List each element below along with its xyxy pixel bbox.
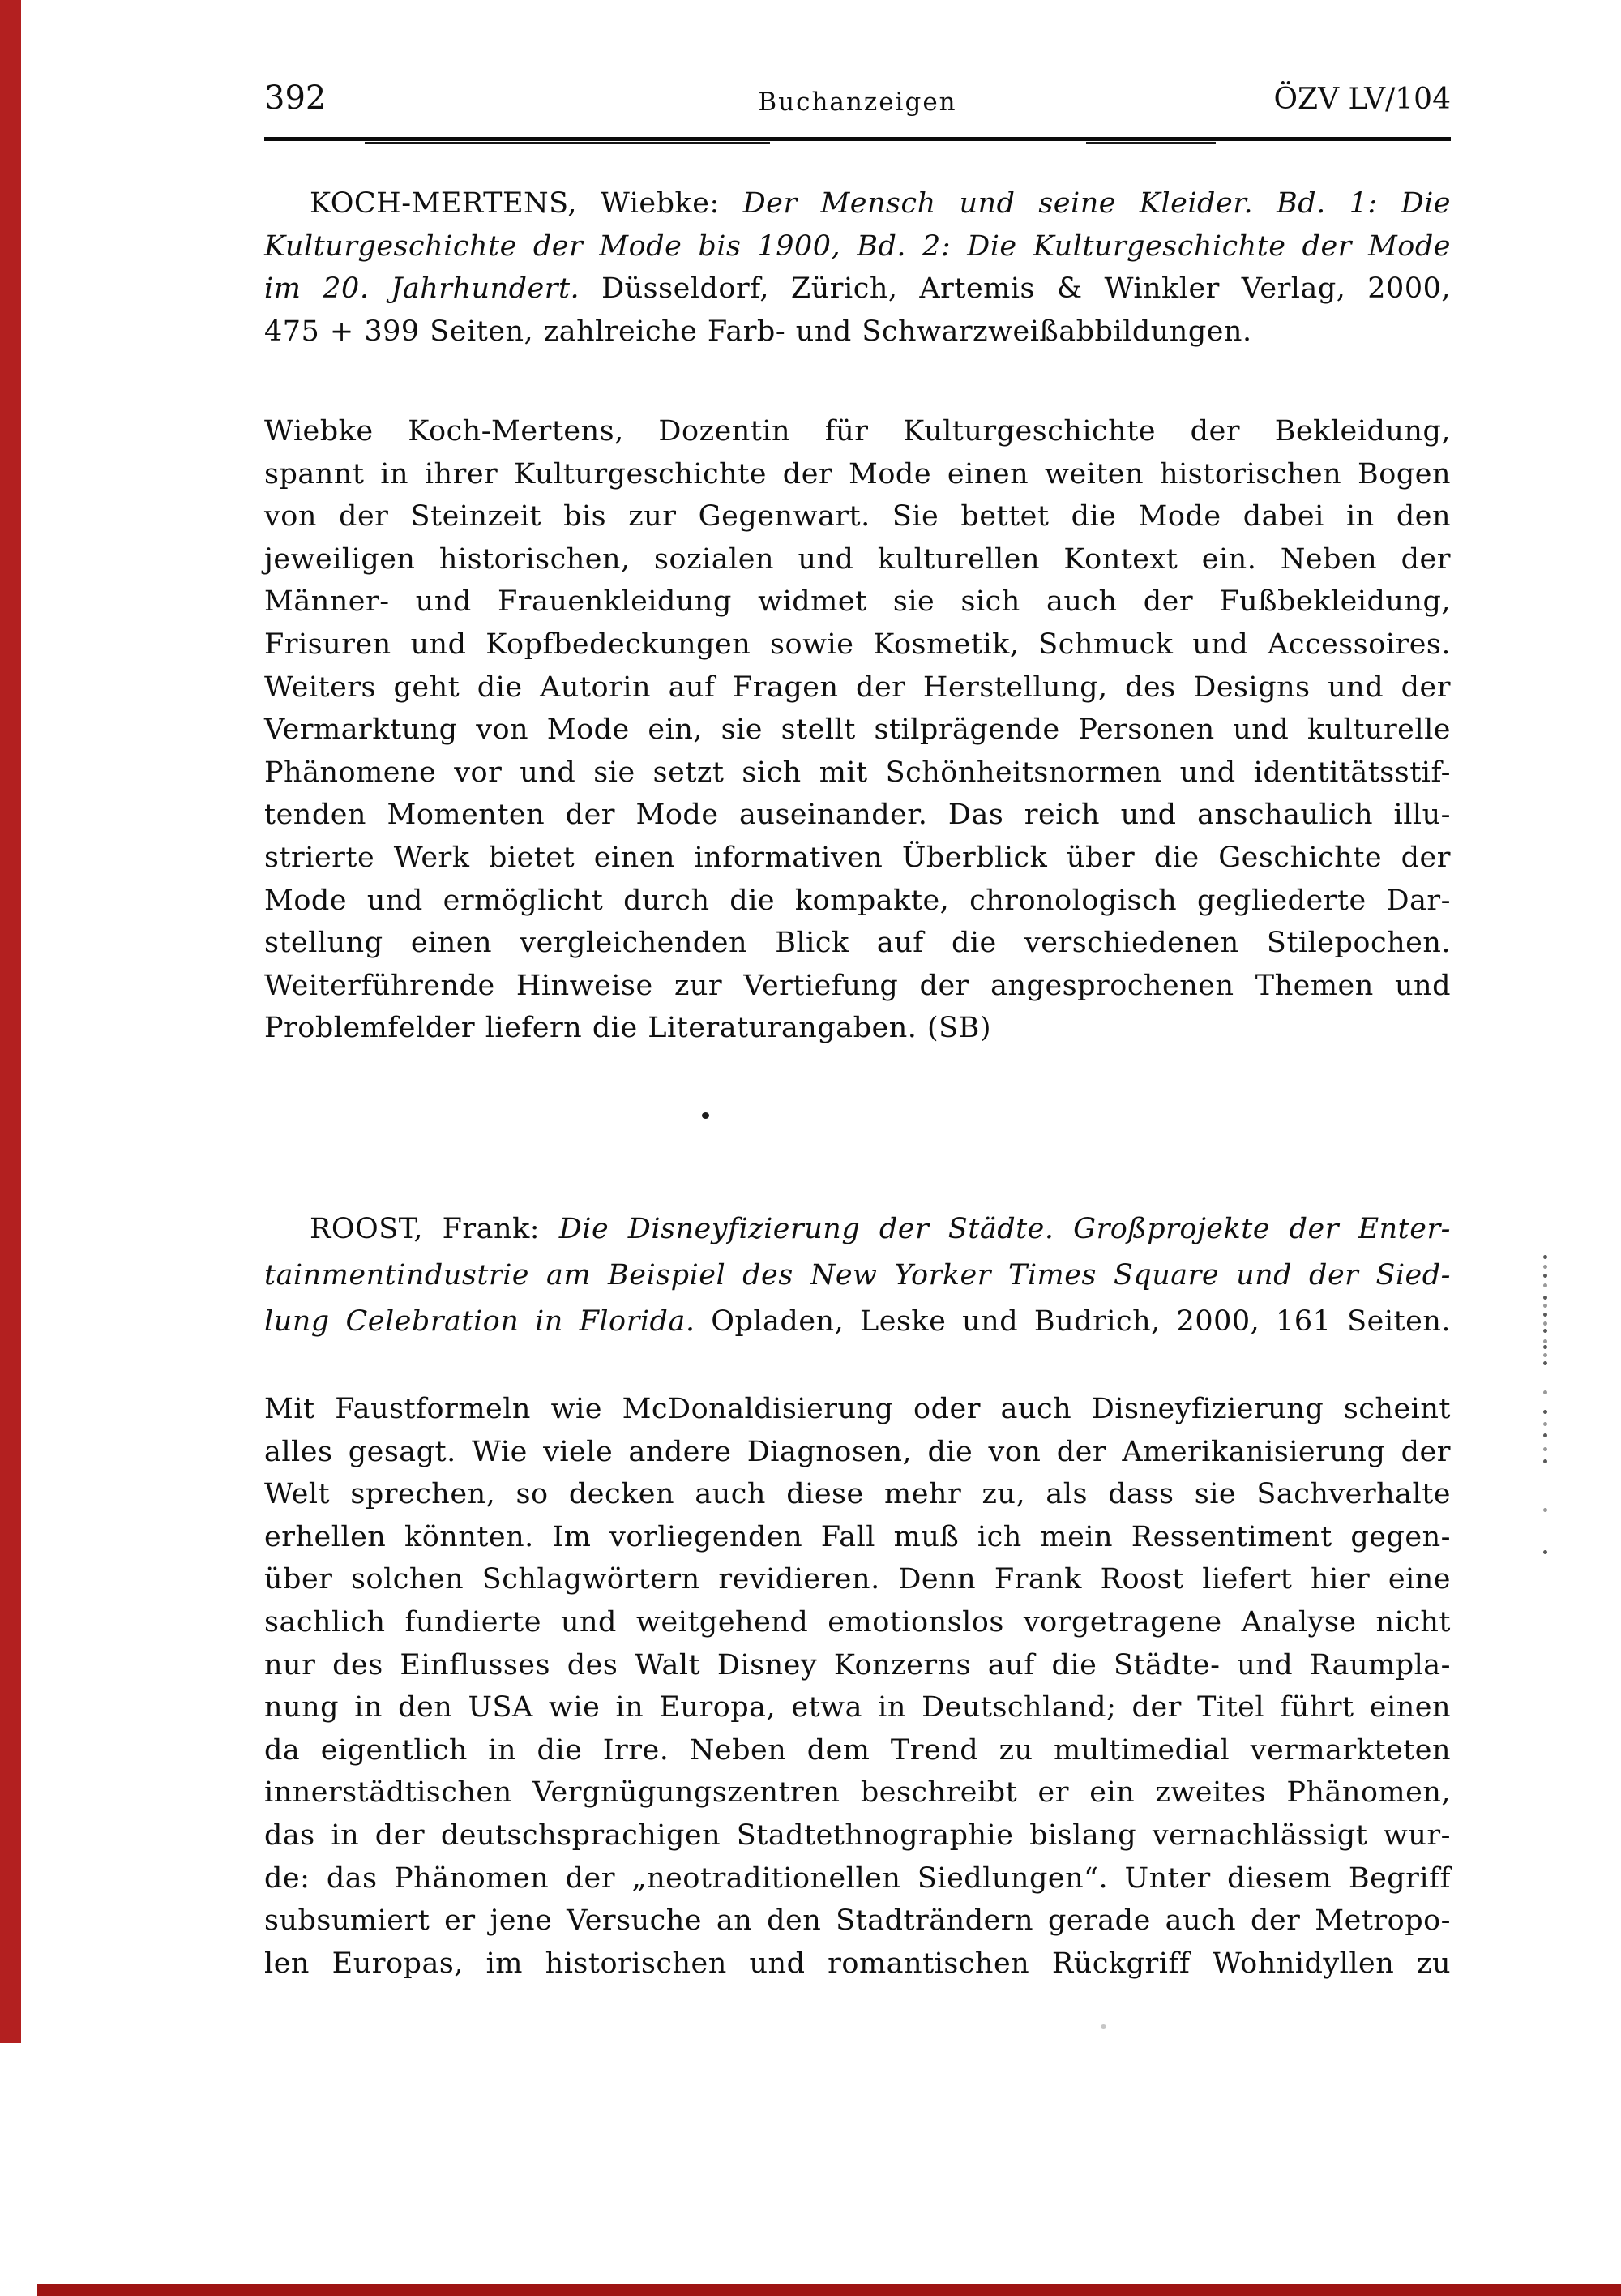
journal-reference: ÖZV LV/104 xyxy=(1273,83,1451,116)
header-rule xyxy=(264,137,1451,141)
text-line: de: das Phänomen der „neotraditionellen Siedlungen“. Unter diesem Begriff xyxy=(264,1861,1451,1895)
ink-speck xyxy=(702,1112,709,1119)
scan-dot xyxy=(1543,1274,1547,1278)
scan-dot xyxy=(1543,1255,1547,1259)
text-line: tenden Momenten der Mode auseinander. Das reich und anschaulich illu- xyxy=(264,799,1451,832)
scan-dot xyxy=(1543,1508,1547,1512)
text-line: nur des Einflusses des Walt Disney Konzerns auf die Städte- und Raumpla- xyxy=(264,1648,1451,1681)
text-line: Vermarktung von Mode ein, sie stellt stilprägende Personen und kulturelle xyxy=(264,713,1451,747)
text-line: KOCH-MERTENS, Wiebke: Der Mensch und seine Kleider. Bd. 1: Die xyxy=(310,187,1451,220)
scan-dot xyxy=(1543,1433,1547,1437)
page-number: 392 xyxy=(264,79,327,117)
scan-dot xyxy=(1543,1361,1547,1365)
text-line: Weiterführende Hinweise zur Vertiefung der angesprochenen Themen und xyxy=(264,969,1451,1002)
text-line: tainmentindustrie am Beispiel des New Yorker Times Square und der Sied- xyxy=(264,1259,1451,1292)
text-line: stellung einen vergleichenden Blick auf die verschiedenen Stilepochen. xyxy=(264,927,1451,960)
text-line: von der Steinzeit bis zur Gegenwart. Sie bettet die Mode dabei in den xyxy=(264,500,1451,533)
text-line: spannt in ihrer Kulturgeschichte der Mode einen weiten historischen Bogen xyxy=(264,457,1451,490)
scan-dot xyxy=(1543,1339,1547,1343)
scan-edge-left xyxy=(0,0,21,2043)
scan-dot xyxy=(1543,1353,1547,1357)
scan-dot xyxy=(1543,1283,1547,1287)
text-line: strierte Werk bietet einen informativen Überblick über die Geschichte der xyxy=(264,841,1451,874)
review-body-koch-mertens xyxy=(264,410,1451,1050)
text-line: Mit Faustformeln wie McDonaldisierung oder auch Disneyfizierung scheint xyxy=(264,1393,1451,1425)
review-body-roost xyxy=(264,1388,1451,1985)
text-line: nung in den USA wie in Europa, etwa in Deutschland; der Titel führt einen xyxy=(264,1691,1451,1724)
text-line: das in der deutschsprachigen Stadtethnographie bislang vernachlässigt wur- xyxy=(264,1818,1451,1852)
text-line: innerstädtischen Vergnügungszentren beschreibt er ein zweites Phänomen, xyxy=(264,1776,1451,1810)
text-line: im 20. Jahrhundert. Düsseldorf, Zürich, Artemis & Winkler Verlag, 2000, xyxy=(264,272,1451,306)
text-line: jeweiligen historischen, sozialen und kulturellen Kontext ein. Neben der xyxy=(264,542,1451,576)
scan-dot xyxy=(1543,1265,1547,1269)
text-line: über solchen Schlagwörtern revidieren. Denn Frank Roost liefert hier eine xyxy=(264,1563,1451,1596)
faint-ink-speck xyxy=(1101,2024,1106,2029)
text-line: da eigentlich in die Irre. Neben dem Trend zu multimedial vermarkteten xyxy=(264,1733,1451,1767)
scan-dot xyxy=(1543,1296,1547,1300)
citation-roost xyxy=(264,1206,1451,1345)
text-line: len Europas, im historischen und romantischen Rückgriff Wohnidyllen zu xyxy=(264,1947,1451,1980)
running-title: Buchanzeigen xyxy=(758,88,957,117)
text-line: lung Celebration in Florida. Opladen, Leske und Budrich, 2000, 161 Seiten. xyxy=(264,1305,1451,1338)
scan-dot xyxy=(1543,1304,1547,1308)
text-line: 475 + 399 Seiten, zahlreiche Farb- und Schwarzweißabbildungen. xyxy=(264,315,1252,348)
scan-edge-bottom xyxy=(37,2284,1621,2296)
text-line: subsumiert er jene Versuche an den Stadträndern gerade auch der Metropo- xyxy=(264,1904,1451,1938)
scan-dot xyxy=(1543,1390,1547,1394)
citation-koch-mertens xyxy=(264,182,1451,353)
scan-dot xyxy=(1543,1459,1547,1463)
text-line: sachlich fundierte und weitgehend emotionslos vorgetragene Analyse nicht xyxy=(264,1605,1451,1638)
text-line: alles gesagt. Wie viele andere Diagnosen, die von der Amerikanisierung der xyxy=(264,1435,1451,1468)
scan-dot xyxy=(1543,1550,1547,1554)
text-line: erhellen könnten. Im vorliegenden Fall muß ich mein Ressentiment gegen- xyxy=(264,1520,1451,1553)
scan-dot xyxy=(1543,1422,1547,1426)
scan-dot xyxy=(1543,1447,1547,1451)
scan-dot xyxy=(1543,1313,1547,1317)
scan-dot xyxy=(1543,1345,1547,1349)
text-line: ROOST, Frank: Die Disneyfizierung der Städte. Großprojekte der Enter- xyxy=(310,1213,1451,1245)
scan-dot xyxy=(1543,1321,1547,1326)
text-line: Frisuren und Kopfbedeckungen sowie Kosmetik, Schmuck und Accessoires. xyxy=(264,628,1451,661)
text-line: Problemfelder liefern die Literaturangaben. (SB) xyxy=(264,1012,992,1045)
text-line: Wiebke Koch-Mertens, Dozentin für Kulturgeschichte der Bekleidung, xyxy=(264,415,1451,448)
text-line: Weiters geht die Autorin auf Fragen der Herstellung, des Designs und der xyxy=(264,670,1451,704)
text-line: Welt sprechen, so decken auch diese mehr zu, als dass sie Sachverhalte xyxy=(264,1478,1451,1511)
scan-dot xyxy=(1543,1329,1547,1333)
text-line: Phänomene vor und sie setzt sich mit Schönheitsnormen und identitätsstif- xyxy=(264,756,1451,789)
text-line: Männer- und Frauenkleidung widmet sie sich auch der Fußbekleidung, xyxy=(264,585,1451,619)
scan-dot xyxy=(1543,1410,1547,1414)
text-line: Kulturgeschichte der Mode bis 1900, Bd. 2: Die Kulturgeschichte der Mode xyxy=(264,229,1451,263)
text-line: Mode und ermöglicht durch die kompakte, chronologisch gegliederte Dar- xyxy=(264,884,1451,917)
